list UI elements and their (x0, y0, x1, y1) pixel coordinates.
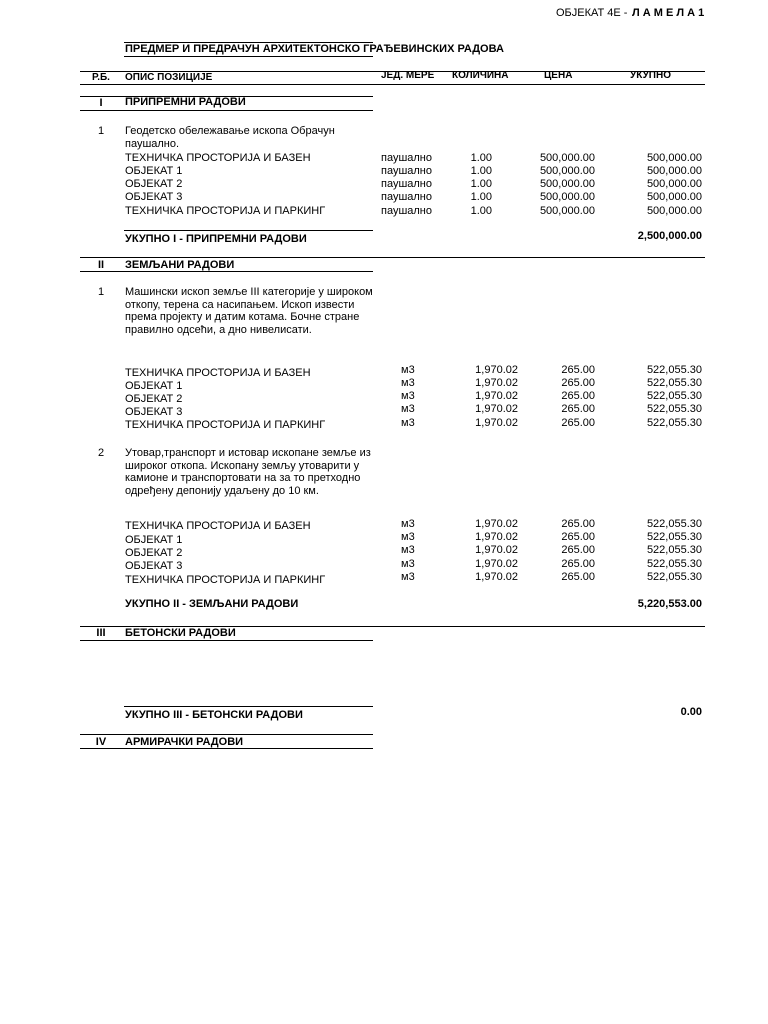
section-3-bottom-rule (80, 640, 373, 641)
row-name: ТЕХНИЧКА ПРОСТОРИЈА И БАЗЕН (125, 367, 311, 379)
row-price: 265.00 (561, 403, 595, 415)
col-qty: КОЛИЧИНА (452, 70, 509, 81)
section-2-bottom-rule (80, 271, 373, 272)
row-qty: 1.00 (470, 178, 492, 190)
row-price: 265.00 (561, 518, 595, 530)
row-name: ОБЈЕКАТ 1 (125, 165, 183, 177)
col-total: УКУПНО (630, 70, 671, 81)
row-name: ТЕХНИЧКА ПРОСТОРИЈА И ПАРКИНГ (125, 419, 326, 431)
row-qty: 1,970.02 (475, 364, 518, 376)
row-name: ТЕХНИЧКА ПРОСТОРИЈА И БАЗЕН (125, 152, 311, 164)
row-total: 522,055.30 (646, 417, 702, 429)
row-qty: 1.00 (470, 165, 492, 177)
row-unit: м3 (401, 390, 415, 402)
row-unit: м3 (401, 558, 415, 570)
row-unit: паушално (381, 152, 433, 164)
row-price: 265.00 (561, 558, 595, 570)
section-1-total-value: 2,500,000.00 (637, 230, 702, 242)
s2-item-1-number: 1 (97, 286, 105, 298)
row-total: 500,000.00 (646, 152, 702, 164)
section-3-total-label: УКУПНО III - БЕТОНСКИ РАДОВИ (125, 709, 303, 721)
row-total: 522,055.30 (646, 403, 702, 415)
row-price: 265.00 (561, 364, 595, 376)
row-name: ОБЈЕКАТ 3 (125, 406, 183, 418)
row-unit: м3 (401, 364, 415, 376)
row-unit: м3 (401, 571, 415, 583)
row-qty: 1,970.02 (475, 403, 518, 415)
section-4-number: IV (95, 736, 107, 748)
row-unit: паушално (381, 165, 433, 177)
row-unit: паушално (381, 191, 433, 203)
row-price: 500,000.00 (539, 165, 595, 177)
section-4-title: АРМИРАЧКИ РАДОВИ (125, 736, 244, 748)
row-qty: 1,970.02 (475, 544, 518, 556)
row-total: 500,000.00 (646, 191, 702, 203)
object-label: ОБЈЕКАТ 4Е - (556, 7, 628, 19)
section-2-total-label: УКУПНО II - ЗЕМЉАНИ РАДОВИ (125, 598, 299, 610)
row-total: 522,055.30 (646, 544, 702, 556)
row-price: 265.00 (561, 544, 595, 556)
row-price: 265.00 (561, 377, 595, 389)
row-name: ОБЈЕКАТ 2 (125, 547, 183, 559)
row-name: ТЕХНИЧКА ПРОСТОРИЈА И ПАРКИНГ (125, 574, 326, 586)
header-bottom-rule (80, 84, 705, 85)
section-3-title: БЕТОНСКИ РАДОВИ (125, 627, 236, 639)
row-price: 500,000.00 (539, 205, 595, 217)
s2-item-2-description: Утовар,транспорт и истовар ископане земље из широког откопа. Ископану земљу утоварити у камионе и транспортовати на за то претходно одређену депонију удаљену до 10 км. (125, 447, 371, 497)
row-price: 265.00 (561, 417, 595, 429)
row-qty: 1.00 (470, 205, 492, 217)
row-total: 522,055.30 (646, 518, 702, 530)
row-name: ТЕХНИЧКА ПРОСТОРИЈА И БАЗЕН (125, 520, 311, 532)
section-2-top-rule (80, 257, 705, 258)
row-price: 500,000.00 (539, 152, 595, 164)
row-total: 522,055.30 (646, 571, 702, 583)
col-price: ЦЕНА (544, 70, 573, 81)
row-name: ОБЈЕКАТ 2 (125, 178, 183, 190)
row-unit: м3 (401, 544, 415, 556)
row-total: 500,000.00 (646, 178, 702, 190)
row-unit: паушално (381, 178, 433, 190)
row-total: 500,000.00 (646, 205, 702, 217)
section-2-number: II (97, 259, 105, 271)
row-unit: м3 (401, 531, 415, 543)
row-qty: 1,970.02 (475, 518, 518, 530)
row-total: 522,055.30 (646, 377, 702, 389)
section-4-bottom-rule (80, 748, 373, 749)
s2-item-1-description: Машински ископ земље III категорије у широком откопу, терена са насипањем. Ископ извести према пројекту и датим котама. Бочне стране правилно одсећи, а дно нивелисати. (125, 286, 373, 336)
row-price: 265.00 (561, 531, 595, 543)
col-rb: Р.Б. (92, 72, 110, 83)
section-4-top-rule (80, 734, 373, 735)
row-total: 500,000.00 (646, 165, 702, 177)
section-1-number: I (99, 97, 103, 109)
row-unit: паушално (381, 205, 433, 217)
lamela-label: Л А М Е Л А 1 (632, 7, 705, 19)
row-unit: м3 (401, 403, 415, 415)
row-unit: м3 (401, 377, 415, 389)
row-price: 265.00 (561, 571, 595, 583)
s2-item-2-number: 2 (97, 447, 105, 459)
section-1-total-label: УКУПНО I - ПРИПРЕМНИ РАДОВИ (125, 233, 307, 245)
row-total: 522,055.30 (646, 531, 702, 543)
row-total: 522,055.30 (646, 390, 702, 402)
row-qty: 1,970.02 (475, 558, 518, 570)
row-name: ОБЈЕКАТ 3 (125, 191, 183, 203)
title-underline (124, 56, 373, 57)
row-total: 522,055.30 (646, 558, 702, 570)
s1-item-1-description: Геодетско обележавање ископа Обрачун паушално. (125, 125, 335, 150)
row-name: ТЕХНИЧКА ПРОСТОРИЈА И ПАРКИНГ (125, 205, 326, 217)
section-2-title: ЗЕМЉАНИ РАДОВИ (125, 259, 235, 271)
row-name: ОБЈЕКАТ 1 (125, 534, 183, 546)
section-3-number: III (96, 627, 106, 639)
row-qty: 1,970.02 (475, 377, 518, 389)
row-price: 500,000.00 (539, 191, 595, 203)
row-unit: м3 (401, 417, 415, 429)
row-qty: 1,970.02 (475, 531, 518, 543)
row-price: 265.00 (561, 390, 595, 402)
row-qty: 1,970.02 (475, 417, 518, 429)
row-total: 522,055.30 (646, 364, 702, 376)
col-desc: ОПИС ПОЗИЦИЈЕ (125, 72, 213, 83)
row-qty: 1,970.02 (475, 571, 518, 583)
row-price: 500,000.00 (539, 178, 595, 190)
section-1-total-rule (124, 230, 373, 231)
row-qty: 1,970.02 (475, 390, 518, 402)
row-name: ОБЈЕКАТ 1 (125, 380, 183, 392)
row-unit: м3 (401, 518, 415, 530)
row-name: ОБЈЕКАТ 3 (125, 560, 183, 572)
row-qty: 1.00 (470, 152, 492, 164)
row-qty: 1.00 (470, 191, 492, 203)
document-title: ПРЕДМЕР И ПРЕДРАЧУН АРХИТЕКТОНСКО ГРАЂЕВИНСКИХ РАДОВА (125, 43, 504, 55)
col-unit: ЈЕД. МЕРЕ (381, 70, 435, 81)
s1-item-1-number: 1 (97, 125, 105, 137)
row-name: ОБЈЕКАТ 2 (125, 393, 183, 405)
section-1-title: ПРИПРЕМНИ РАДОВИ (125, 96, 246, 108)
section-3-total-value: 0.00 (680, 706, 702, 718)
section-3-total-rule (124, 706, 373, 707)
section-1-bottom-rule (80, 110, 373, 111)
section-2-total-value: 5,220,553.00 (637, 598, 702, 610)
